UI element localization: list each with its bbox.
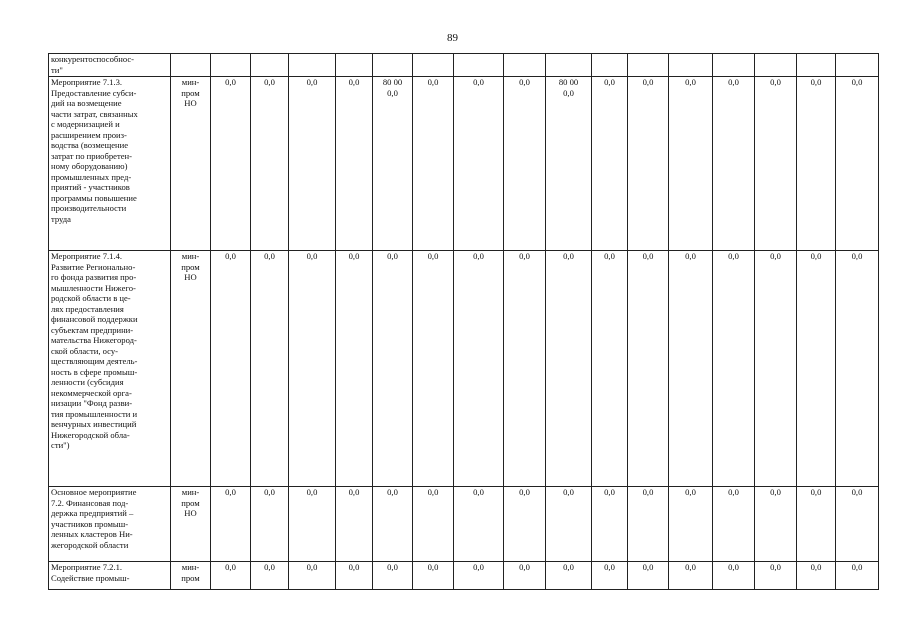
table-row [49, 562, 879, 590]
value-cell [504, 54, 546, 77]
value-cell: 0,0 [713, 487, 755, 562]
value-cell: 0,0 [797, 251, 836, 487]
executor-cell [171, 54, 211, 77]
value-cell: 0,0 [336, 487, 373, 562]
value-cell: 0,0 [454, 487, 504, 562]
value-cell: 0,0 [669, 562, 713, 590]
value-cell: 80 00 0,0 [373, 77, 413, 251]
executor-cell: мин- пром НО [171, 251, 211, 487]
value-cell: 0,0 [289, 562, 336, 590]
value-cell: 0,0 [592, 562, 628, 590]
measure-description-cell: Мероприятие 7.1.4. Развитие Регионально- го фонда развития про- мышленности Нижего- родской области в це- лях предоставления финансовой поддержки субъектам предприни- мательства Нижегород- ской области, осу- ществляющим деятель- ность в сфере промыш- ленности (субсидия некоммерческой орга- низации "Фонд разви- тия промышленности и венчурных инвестиций Нижегородской обла- сти") [49, 251, 171, 487]
value-cell: 0,0 [211, 562, 251, 590]
executor-cell: мин- пром НО [171, 77, 211, 251]
value-cell: 0,0 [628, 562, 669, 590]
value-cell: 0,0 [454, 77, 504, 251]
value-cell: 0,0 [836, 77, 879, 251]
value-cell: 0,0 [797, 77, 836, 251]
value-cell: 0,0 [713, 77, 755, 251]
measure-description-cell: Основное мероприятие 7.2. Финансовая под- держка предприятий – участников промыш- ленных кластеров Ни- жегородской области [49, 487, 171, 562]
budget-table [48, 53, 879, 590]
value-cell: 0,0 [504, 487, 546, 562]
value-cell: 0,0 [336, 562, 373, 590]
measure-description-cell: Мероприятие 7.2.1. Содействие промыш- [49, 562, 171, 590]
value-cell [669, 54, 713, 77]
value-cell: 0,0 [628, 487, 669, 562]
value-cell: 0,0 [289, 251, 336, 487]
value-cell: 0,0 [628, 251, 669, 487]
value-cell: 0,0 [504, 251, 546, 487]
value-cell: 0,0 [336, 77, 373, 251]
value-cell [373, 54, 413, 77]
value-cell: 0,0 [713, 562, 755, 590]
value-cell [713, 54, 755, 77]
value-cell: 0,0 [413, 77, 454, 251]
value-cell: 0,0 [454, 562, 504, 590]
value-cell: 0,0 [669, 77, 713, 251]
value-cell: 0,0 [504, 562, 546, 590]
value-cell: 0,0 [413, 487, 454, 562]
value-cell [289, 54, 336, 77]
value-cell: 0,0 [628, 77, 669, 251]
value-cell: 0,0 [546, 487, 592, 562]
value-cell: 0,0 [251, 77, 289, 251]
value-cell [454, 54, 504, 77]
value-cell [336, 54, 373, 77]
value-cell: 0,0 [373, 487, 413, 562]
value-cell: 0,0 [836, 487, 879, 562]
executor-cell: мин- пром НО [171, 487, 211, 562]
table-row [49, 77, 879, 251]
value-cell [628, 54, 669, 77]
value-cell: 0,0 [336, 251, 373, 487]
value-cell: 0,0 [592, 251, 628, 487]
value-cell [546, 54, 592, 77]
value-cell: 0,0 [211, 487, 251, 562]
value-cell: 0,0 [454, 251, 504, 487]
value-cell: 0,0 [504, 77, 546, 251]
page-number: 89 [447, 32, 458, 44]
value-cell: 0,0 [289, 487, 336, 562]
value-cell: 0,0 [211, 251, 251, 487]
value-cell: 0,0 [797, 562, 836, 590]
value-cell: 0,0 [251, 487, 289, 562]
value-cell: 0,0 [373, 251, 413, 487]
value-cell: 0,0 [413, 562, 454, 590]
value-cell [211, 54, 251, 77]
value-cell: 0,0 [373, 562, 413, 590]
value-cell [592, 54, 628, 77]
value-cell [755, 54, 797, 77]
value-cell: 0,0 [755, 487, 797, 562]
value-cell: 0,0 [546, 251, 592, 487]
value-cell [797, 54, 836, 77]
table-row [49, 54, 879, 77]
table-row [49, 487, 879, 562]
value-cell: 0,0 [797, 487, 836, 562]
value-cell: 0,0 [251, 251, 289, 487]
value-cell: 0,0 [836, 562, 879, 590]
table-body [49, 54, 879, 590]
executor-cell: мин- пром [171, 562, 211, 590]
measure-description-cell: конкурентоспособнос- ти" [49, 54, 171, 77]
value-cell: 0,0 [669, 487, 713, 562]
value-cell: 80 00 0,0 [546, 77, 592, 251]
value-cell: 0,0 [755, 77, 797, 251]
value-cell [413, 54, 454, 77]
value-cell [251, 54, 289, 77]
value-cell: 0,0 [289, 77, 336, 251]
table-row [49, 251, 879, 487]
value-cell: 0,0 [251, 562, 289, 590]
value-cell: 0,0 [592, 487, 628, 562]
value-cell [836, 54, 879, 77]
value-cell: 0,0 [592, 77, 628, 251]
measure-description-cell: Мероприятие 7.1.3. Предоставление субси- дий на возмещение части затрат, связанных с модернизацией и расширением произ- водства (возмещение затрат по приобретен- ному оборудованию) промышленных пред- приятий - участников программы повышение производительности труда [49, 77, 171, 251]
value-cell: 0,0 [413, 251, 454, 487]
value-cell: 0,0 [669, 251, 713, 487]
value-cell: 0,0 [755, 562, 797, 590]
value-cell: 0,0 [755, 251, 797, 487]
value-cell: 0,0 [836, 251, 879, 487]
value-cell: 0,0 [546, 562, 592, 590]
value-cell: 0,0 [713, 251, 755, 487]
value-cell: 0,0 [211, 77, 251, 251]
